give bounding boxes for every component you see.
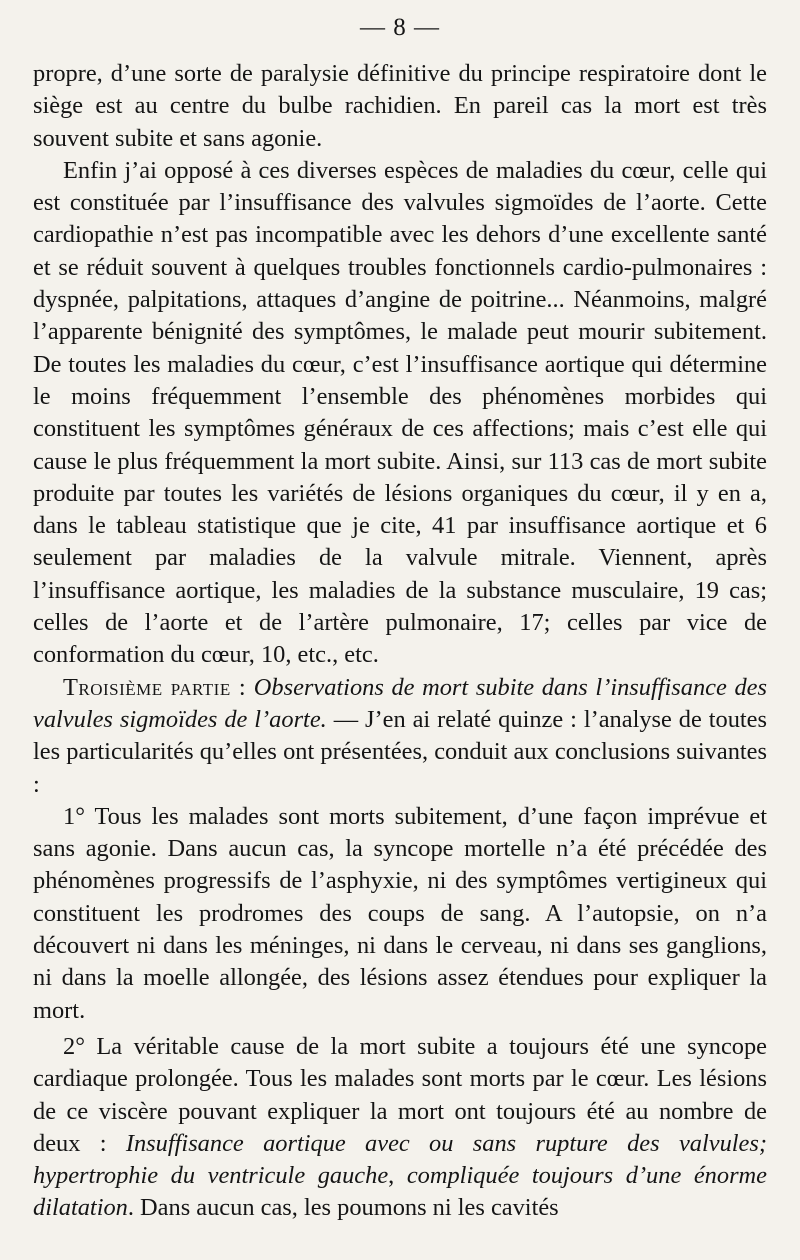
conclusion-2-italic-b: compliquée toujours d’une énorme dilatation xyxy=(33,1162,768,1222)
paragraph-conclusion-2 xyxy=(33,1031,767,1225)
paragraph-conclusion-1: 1° Tous les malades sont morts subitement, d’une façon imprévue et sans agonie. Dans aucun cas, la syncope mortelle n’a été précédée des phénomènes progressifs de l’asphyxie, ni des symptômes vertigineux qui constituent les prodromes des coups de sang. A l’autopsie, on n’a découvert ni dans les méninges, ni dans le cerveau, ni dans ses ganglions, ni dans la moelle allongée, des lésions assez étendues pour expliquer la mort. xyxy=(33,802,767,1024)
section-title-italic: Observations de mort subite dans l’insuffisance des valvules sigmoïdes de l’aorte. xyxy=(33,673,767,733)
conclusion-2-text-a: 2° La véritable cause de la mort subite a toujours été une syncope cardiaque prolongée. Tous les malades sont morts par le cœur. Les lésions de ce viscère pouvant expliquer la mort ont toujours été au nombre de deux : xyxy=(33,1032,767,1157)
paragraph-third-part xyxy=(33,672,767,801)
page-body xyxy=(33,58,767,1225)
paragraph-aortic-insufficiency: Enfin j’ai opposé à ces diverses espèces de maladies du cœur, celle qui est constituée par l’insuffisance des valvules sigmoïdes de l’aorte. Cette cardiopathie n’est pas incompatible avec les dehors d’une excellente santé et se réduit souvent à quelques troubles fonctionnels cardio-pulmonaires : dyspnée, palpitations, attaques d’angine de poitrine... Néanmoins, malgré l’apparente bénignité des symptômes, le malade peut mourir subitement. De toutes les maladies du cœur, c’est l’insuffisance aortique qui détermine le moins fréquemment l’ensemble des phénomènes morbides qui constituent les symptômes généraux de ces affections; mais c’est elle qui cause le plus fréquemment la mort subite. Ainsi, sur 113 cas de mort subite produite par toutes les variétés de lésions organiques du cœur, il y en a, dans le tableau statistique que je cite, 41 par insuffisance aortique et 6 seulement par maladies de la valvule mitrale. Viennent, après l’insuffisance aortique, les maladies de la substance musculaire, 19 cas; celles de l’aorte et de l’artère pulmonaire, 17; celles par vice de conformation du cœur, 10, etc., etc. xyxy=(33,156,767,669)
section-text: — J’en ai relaté quinze : l’analyse de toutes les particularités qu’elles ont présentées, conduit aux conclusions suivantes : xyxy=(33,705,767,798)
conclusion-2-text-b: , xyxy=(388,1162,407,1190)
page-number: — 8 — xyxy=(360,14,440,41)
conclusion-2-italic-a: Insuffisance aortique avec ou sans rupture des valvules; hypertrophie du ventricule gauche xyxy=(33,1129,767,1190)
paragraph-continuation: propre, d’une sorte de paralysie définitive du principe respiratoire dont le siège est au centre du bulbe rachidien. En pareil cas la mort est très souvent subite et sans agonie. xyxy=(33,60,767,152)
section-heading: Troisième partie : xyxy=(63,673,247,701)
conclusion-2-text-c: . Dans aucun cas, les poumons ni les cavités xyxy=(127,1194,559,1222)
